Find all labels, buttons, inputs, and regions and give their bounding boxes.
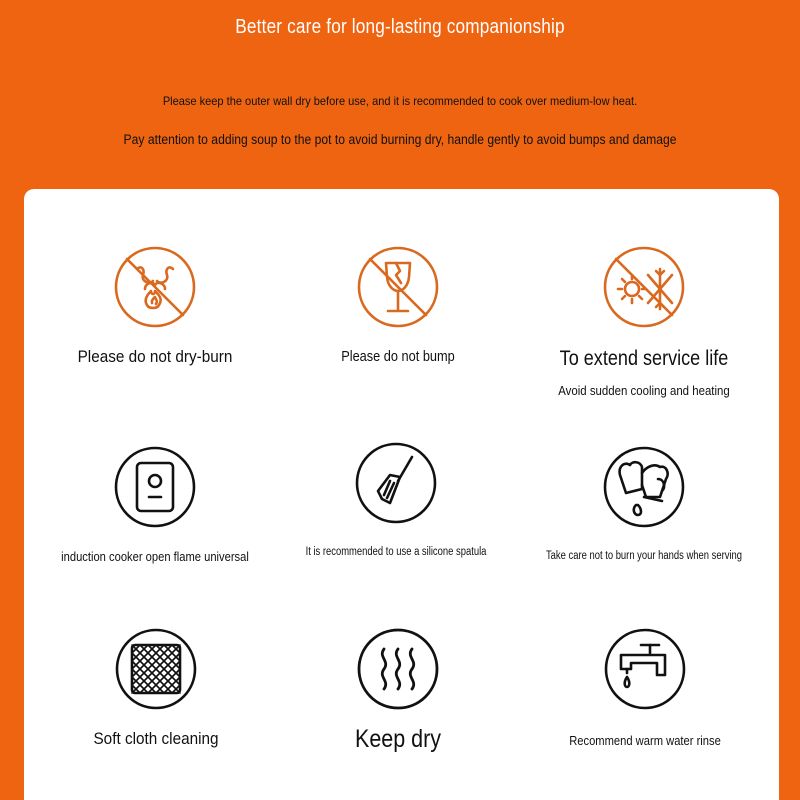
item-sublabel: Avoid sudden cooling and heating [558,383,730,398]
care-instruction-line-1: Please keep the outer wall dry before use, and it is recommended to cook over medium-low heat. [162,94,638,108]
care-instruction-line-2: Pay attention to adding soup to the pot to avoid burning dry, handle gently to avoid bumps and damage [123,132,677,147]
no-broken-glass-icon [356,245,440,329]
item-label: To extend service life [559,347,729,370]
item-label: induction cooker open flame universal [61,549,249,564]
item-label: Please do not dry-burn [77,347,233,366]
spatula-icon [354,441,438,525]
faucet-icon [603,627,687,711]
item-label: Please do not bump [341,349,455,365]
oven-mitts-icon [602,445,686,529]
no-fire-icon [113,245,197,329]
no-hot-cold-icon [602,245,686,329]
item-label: Take care not to burn your hands when serving [545,550,743,562]
care-icons-card [24,189,779,800]
heat-waves-icon [356,627,440,711]
header-title: Better care for long-lasting companionship [235,16,565,38]
item-label: Soft cloth cleaning [93,729,219,748]
cloth-icon [114,627,198,711]
item-label: It is recommended to use a silicone spatula [305,546,487,558]
item-label: Recommend warm water rinse [569,733,721,748]
item-label: Keep dry [354,725,442,753]
induction-cooker-icon [113,445,197,529]
